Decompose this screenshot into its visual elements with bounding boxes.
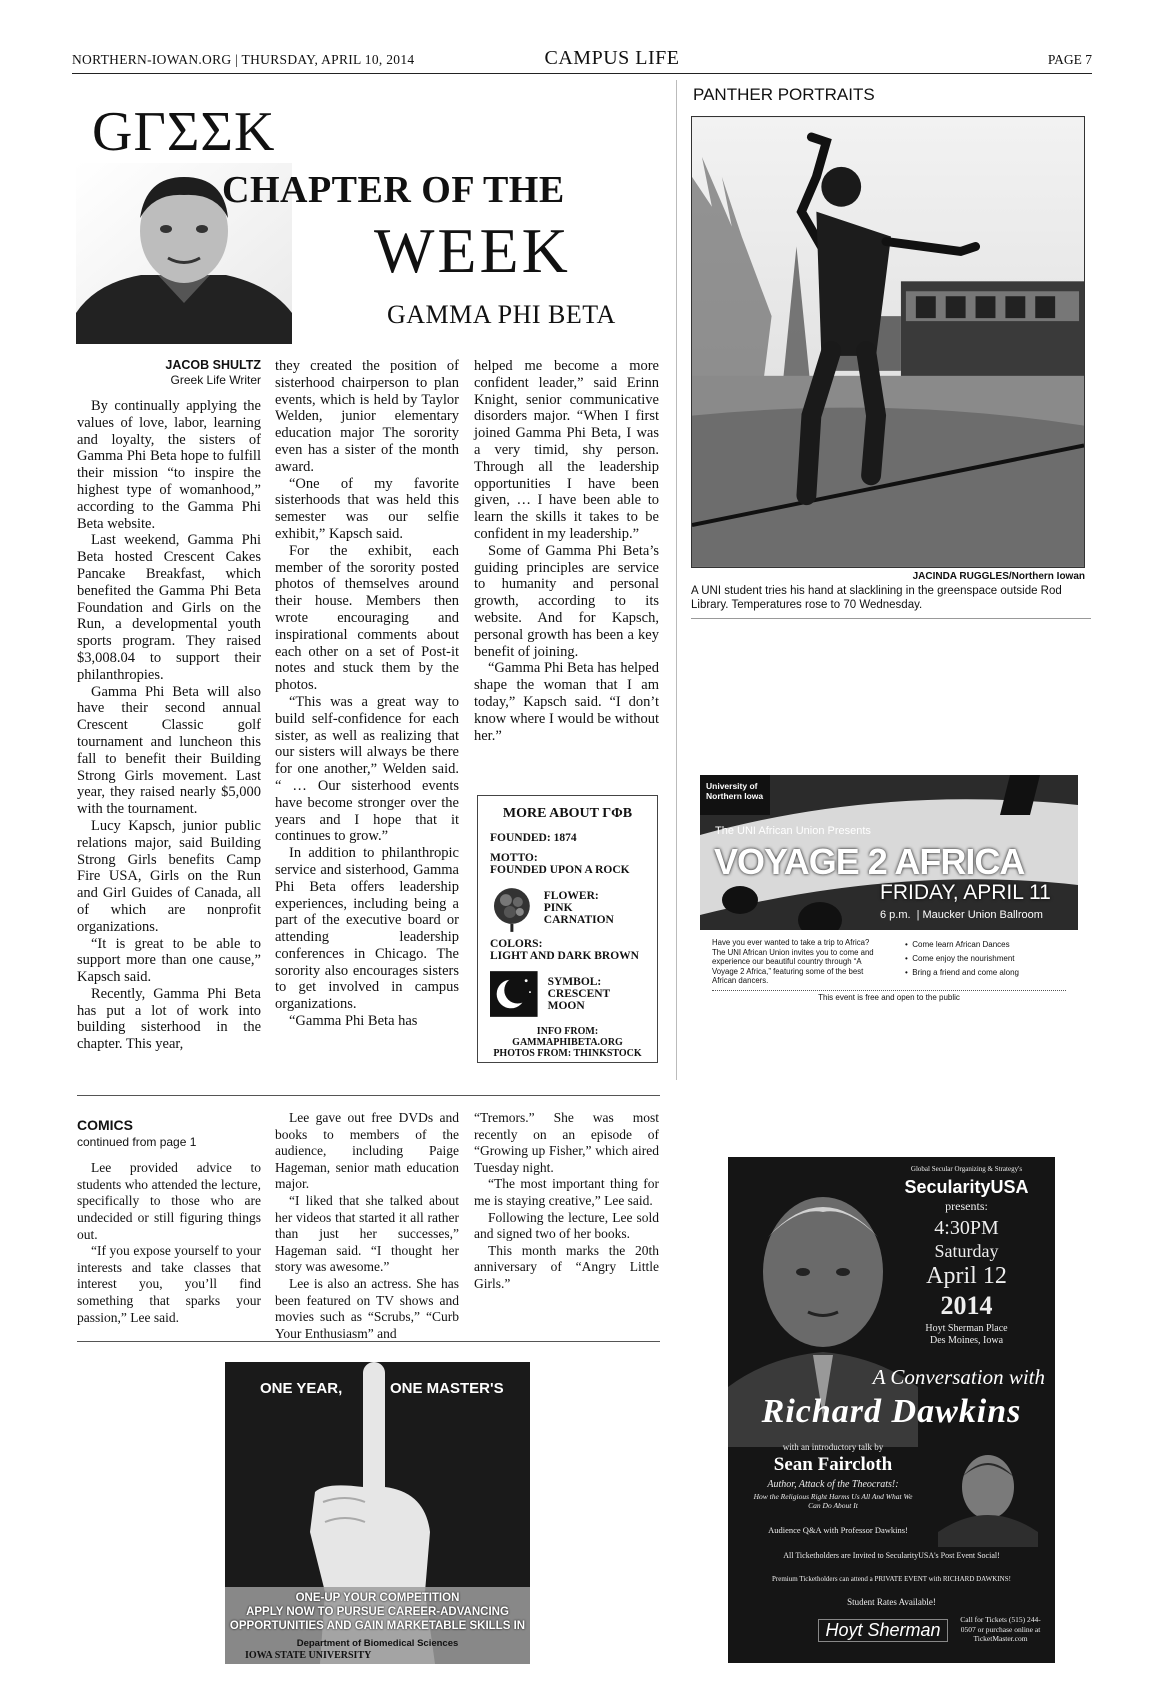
- ad-day: Saturday: [934, 1241, 999, 1261]
- ad-book-subtitle: How the Religious Right Harms Us All And What We Can Do About It: [753, 1492, 913, 1510]
- paragraph: In addition to philanthropic service and sisterhood, Gamma Phi Beta offers leadership experiences, including being a part of the executive board or attending leadership conferences in Chicago. The sorority also encourages sisters to get involved in campus organizations.: [275, 845, 459, 1013]
- ad-bullet-item: • Come learn African Dances: [905, 940, 1010, 949]
- paragraph: they created the position of sisterhood chairperson to plan events, which is held by Taylor Welden, junior elementary education major The sorority even has a sister of the month award.: [275, 358, 459, 475]
- ad-city: Des Moines, Iowa: [929, 1335, 1004, 1346]
- ad-venue: | Maucker Union Ballroom: [916, 909, 1043, 921]
- ad-line-3: OPPORTUNITIES AND GAIN MARKETABLE SKILLS IN: [229, 1620, 526, 1632]
- ad-school: IOWA STATE UNIVERSITY: [245, 1650, 372, 1661]
- article-column-1: [77, 358, 261, 1053]
- comics-column-1: [77, 1117, 261, 1326]
- richard-dawkins-ad: [728, 1157, 1055, 1663]
- paragraph: “If you expose yourself to your interests and take classes that interest you, you’ll find something that sparks your passion,” Lee said.: [77, 1243, 261, 1325]
- section-title: CAMPUS LIFE: [544, 47, 680, 69]
- symbol-text: CRESCENT MOON: [547, 988, 611, 1012]
- paragraph: “Gamma Phi Beta has helped shape the woman that I am today,” Kapsch said. “I don’t know where I would be without her.”: [474, 660, 659, 744]
- ad-time: 4:30PM: [934, 1217, 999, 1239]
- paragraph: “One of my favorite sisterhoods that was held this semester was our selfie exhibit,” Kapsch said.: [275, 475, 459, 542]
- ad-line-2: APPLY NOW TO PURSUE CAREER-ADVANCING: [246, 1606, 509, 1618]
- ad-date: FRIDAY, APRIL 11: [880, 881, 1051, 904]
- crescent-moon-icon: [490, 970, 538, 1018]
- paragraph: Last weekend, Gamma Phi Beta hosted Crescent Cakes Pancake Breakfast, which benefited the Gamma Phi Beta Foundation and Girls on the Run, a developmental youth sports program. They raised $3,008.04 to support their philanthropies.: [77, 532, 261, 683]
- info-source: INFO FROM: GAMMAPHIBETA.ORG: [512, 1026, 623, 1048]
- ad-year: 2014: [940, 1291, 993, 1320]
- article-column-3: [474, 358, 659, 744]
- carnation-icon: [490, 884, 534, 932]
- ad-presents: presents:: [945, 1199, 988, 1213]
- iowa-state-masters-ad: [225, 1362, 530, 1664]
- masthead: [72, 40, 1092, 74]
- page-number: PAGE 7: [1047, 52, 1092, 67]
- ad-headliner: Richard Dawkins: [761, 1393, 1022, 1430]
- byline-name: JACOB SHULTZ: [165, 358, 261, 372]
- ad-speaker: Sean Faircloth: [773, 1454, 893, 1475]
- ad-author: Author, Attack of the Theocrats!:: [767, 1479, 899, 1490]
- ad-intro: with an introductory talk by: [782, 1442, 884, 1452]
- greek-title: GΓΣΣK: [92, 101, 276, 163]
- chapter-title: CHAPTER OF THE: [222, 169, 565, 211]
- paragraph: For the exhibit, each member of the sorority posted photos of themselves around their house. Members then wrote encouraging and inspirational comments about each other on a set of Post-it notes and stuck them by the photos.: [275, 542, 459, 694]
- flower-row: [490, 884, 645, 932]
- symbol-label: SYMBOL:: [547, 976, 602, 988]
- motto-text: FOUNDED UPON A ROCK: [490, 864, 630, 876]
- founded-text: FOUNDED: 1874: [490, 832, 577, 844]
- organization-title: GAMMA PHI BETA: [387, 300, 616, 329]
- symbol-row: [490, 970, 645, 1018]
- colors-text: LIGHT AND DARK BROWN: [490, 950, 639, 962]
- slackline-photo: [691, 116, 1085, 568]
- fact-box-heading: MORE ABOUT ΓΦB: [502, 806, 633, 821]
- article-column-2: [275, 358, 459, 1030]
- ad-org: Global Secular Organizing & Strategy's: [910, 1165, 1023, 1173]
- ad-student-rates: Student Rates Available!: [847, 1597, 936, 1607]
- ad-time: 6 p.m.: [880, 909, 911, 921]
- photo-caption: A UNI student tries his hand at slacklining in the greenspace outside Rod Library. Temperatures rose to 70 Wednesday.: [691, 585, 1062, 611]
- paragraph: Lee is also an actress. She has been featured on TV shows and movies such as “Scrubs,” “Curb Your Enthusiasm” and: [275, 1275, 459, 1341]
- raised-finger-graphic: [225, 1362, 530, 1664]
- fact-box: [477, 795, 658, 1063]
- ad-bullet-item: • Come enjoy the nourishment: [905, 954, 1015, 963]
- voyage-2-africa-ad: [700, 775, 1078, 1015]
- paragraph: helped me become a more confident leader,” said Erinn Knight, senior communicative disorders major. “When I first joined Gamma Phi Beta, I was a very timid, shy person. Through all the leadership opportunities I have been given, … I have been able to learn the skills it takes to be confident in my leadership.”: [474, 358, 659, 542]
- column-divider: [676, 80, 677, 1080]
- paragraph: This month marks the 20th anniversary of “Angry Little Girls.”: [474, 1242, 659, 1291]
- paragraph: Gamma Phi Beta will also have their second annual Crescent Classic golf tournament and luncheon this fall to benefit their Building Strong Girls movement. Last year, they raised nearly $5,000 with the tournament.: [77, 683, 261, 818]
- ad-blurb: Have you ever wanted to take a trip to Africa? The UNI African Union invites you to come and experience our beautiful country through “A Voyage 2 Africa,” featuring some of the best African dancers.: [712, 938, 874, 985]
- photo-source: PHOTOS FROM: THINKSTOCK: [493, 1048, 642, 1059]
- paragraph: “Tremors.” She was most recently on an episode of “Growing up Fisher,” which aired Tuesday night.: [474, 1110, 659, 1175]
- comics-column-2: [275, 1110, 459, 1342]
- section-divider: [77, 1095, 660, 1096]
- ad-conversation: A Conversation with: [872, 1365, 1045, 1389]
- paragraph: “The most important thing for me is staying creative,” Lee said.: [474, 1176, 659, 1208]
- ad-line-1: ONE-UP YOUR COMPETITION: [295, 1592, 460, 1604]
- paragraph: Lee gave out free DVDs and books to members of the audience, including Paige Hageman, senior math education major.: [275, 1110, 459, 1192]
- ad-presents: The UNI African Union Presents: [715, 825, 871, 837]
- hoyt-sherman-logo: Hoyt Sherman: [818, 1619, 948, 1642]
- masthead-site-date: NORTHERN-IOWAN.ORG | THURSDAY, APRIL 10, 2014: [72, 52, 415, 67]
- caption-divider: [691, 618, 1091, 619]
- paragraph: “It is great to be able to support more than one cause,” Kapsch said.: [77, 935, 261, 986]
- paragraph: Lucy Kapsch, junior public relations major, said Building Strong Girls benefits Camp Fire USA, Girls on the Run and Girl Guides of Canada, all of which are nonprofit organizations.: [77, 817, 261, 935]
- photo-section-label: PANTHER PORTRAITS: [693, 85, 875, 104]
- ad-footer: This event is free and open to the public: [712, 990, 1066, 1002]
- paragraph: Lee provided advice to students who attended the lecture, specifically to those who are undecided or still figuring things out.: [77, 1160, 261, 1242]
- paragraph: “I liked that she talked about her videos that started it all rather than just her successes,” Hageman said. “I thought her story was awesome.”: [275, 1192, 459, 1275]
- photo-credit: JACINDA RUGGLES/Northern Iowan: [912, 571, 1085, 582]
- paragraph: Following the lecture, Lee sold and signed two of her books.: [474, 1209, 659, 1242]
- secularity-logo: SecularityUSA: [904, 1177, 1029, 1197]
- week-title: WEEK: [374, 215, 571, 286]
- ad-time-venue: [880, 909, 1043, 921]
- ad-social: All Ticketholders are Invited to SecularityUSA's Post Event Social!: [783, 1551, 1000, 1560]
- paragraph: “This was a great way to build self-confidence for each sister, as well as realizing that our sisters will always be there for one another,” Welden said. “ … Our sisterhood events have become stronger over the years and I hope that it continues to grow.”: [275, 693, 459, 845]
- ad-bullet-item: • Bring a friend and come along: [905, 968, 1019, 977]
- ad-date: April 12: [926, 1263, 1007, 1289]
- uni-logo-text: University of Northern Iowa: [706, 781, 764, 801]
- faircloth-portrait: [938, 1447, 1038, 1547]
- colors-label: COLORS:: [490, 938, 543, 950]
- paragraph: By continually applying the values of love, labor, learning and loyalty, the sisters of Gamma Phi Beta hope to fulfill their mission “to inspire the highest type of womanhood,” according to the Gamma Phi Beta website.: [77, 398, 261, 532]
- ad-title: VOYAGE 2 AFRICA: [714, 841, 1025, 882]
- byline-role: Greek Life Writer: [170, 373, 261, 387]
- ad-premium: Premium Ticketholders can attend a PRIVATE EVENT with RICHARD DAWKINS!: [772, 1575, 1011, 1583]
- motto-label: MOTTO:: [490, 852, 538, 864]
- ad-tickets: Call for Tickets (515) 244-0507 or purchase online at TicketMaster.com: [960, 1615, 1041, 1643]
- comics-heading: COMICS: [77, 1117, 133, 1133]
- comics-continued: continued from page 1: [77, 1134, 197, 1149]
- paragraph: “Gamma Phi Beta has: [289, 1013, 418, 1030]
- ad-qa: Audience Q&A with Professor Dawkins!: [768, 1525, 908, 1535]
- flower-text: PINK CARNATION: [543, 902, 614, 926]
- ad-headline-right: ONE MASTER'S: [390, 1380, 504, 1397]
- ad-venue: Hoyt Sherman Place: [925, 1323, 1008, 1334]
- byline: [77, 358, 261, 388]
- comics-column-3: [474, 1110, 659, 1293]
- paragraph: Some of Gamma Phi Beta’s guiding principles are service to humanity and personal growth, according to its website. And for Kapsch, personal growth has been a key benefit of joining.: [474, 542, 659, 660]
- ad-bullets: [905, 938, 1019, 980]
- ad-department: Department of Biomedical Sciences: [296, 1638, 459, 1649]
- flower-label: FLOWER:: [543, 890, 599, 902]
- paragraph: Recently, Gamma Phi Beta has put a lot of work into building sisterhood in the chapter. This year,: [77, 985, 261, 1053]
- ad-headline-left: ONE YEAR,: [260, 1380, 343, 1397]
